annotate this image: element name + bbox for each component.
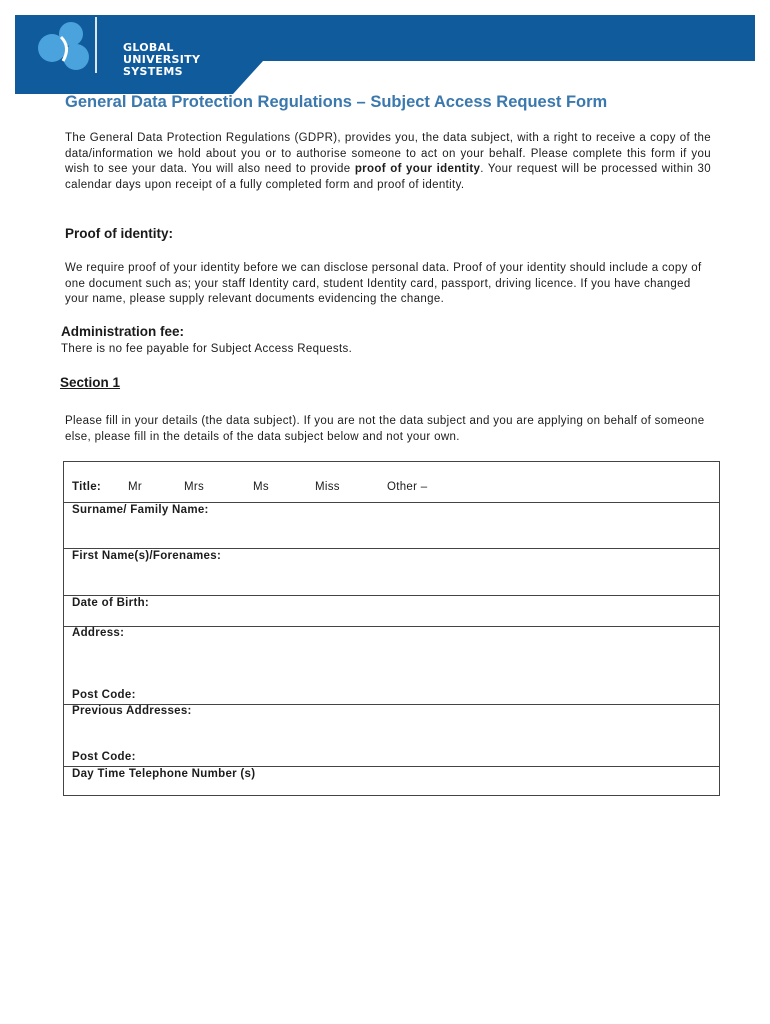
section-1-paragraph: Please fill in your details (the data subject). If you are not the data subject and you are applying on behalf of someone else, please fill in the details of the data subject below and not your own. (65, 415, 705, 443)
brand-name (123, 42, 200, 78)
title-option-other[interactable]: Other – (387, 481, 428, 493)
proof-paragraph: We require proof of your identity before we can disclose personal data. Proof of your identity should include a copy of one document such as; your staff Identity card, student Identity card, passport, driving licence. If you have changed your name, please supply relevant documents evidencing the change. (65, 262, 702, 306)
previous-addresses-row[interactable] (64, 705, 719, 767)
first-name-label: First Name(s)/Forenames: (72, 550, 222, 562)
page-title: General Data Protection Regulations – Subject Access Request Form (65, 93, 608, 111)
title-option-mrs[interactable]: Mrs (184, 481, 205, 493)
header-banner (15, 15, 755, 94)
previous-postcode-label: Post Code: (72, 751, 136, 763)
previous-addresses-label: Previous Addresses: (72, 705, 192, 717)
title-option-miss[interactable]: Miss (315, 481, 340, 493)
brand-line-3: SYSTEMS (123, 65, 183, 78)
admin-paragraph: There is no fee payable for Subject Access Requests. (61, 343, 353, 355)
title-row (64, 462, 719, 503)
section-1-heading: Section 1 (60, 375, 121, 390)
brand-line-1: GLOBAL (123, 41, 174, 54)
phone-row[interactable] (64, 767, 719, 795)
title-label: Title: (72, 481, 102, 493)
subject-details-form (63, 461, 720, 796)
phone-label: Day Time Telephone Number (s) (72, 768, 256, 780)
title-option-ms[interactable]: Ms (253, 481, 269, 493)
intro-text-1: The General Data Protection Regulations (GDPR), provides you, the data subject, with a right to receive a copy of the data/information we hold about you or to authorise someone to act on your behalf. Please complete this form if you wish to see your data. You will also need to provide (65, 132, 711, 176)
title-option-mr[interactable]: Mr (128, 481, 143, 493)
dob-label: Date of Birth: (72, 597, 150, 609)
admin-heading: Administration fee: (61, 324, 185, 339)
proof-heading: Proof of identity: (65, 226, 173, 241)
intro-text-2: . Your request will be processed within 30 calendar days upon receipt of a fully completed form and proof of identity. (65, 163, 711, 191)
address-postcode-label: Post Code: (72, 689, 136, 701)
address-row[interactable] (64, 627, 719, 705)
brand-line-2: UNIVERSITY (123, 53, 201, 66)
dob-row[interactable] (64, 596, 719, 627)
intro-paragraph (65, 131, 711, 193)
first-name-row[interactable] (64, 549, 719, 596)
surname-label: Surname/ Family Name: (72, 504, 209, 516)
address-label: Address: (72, 627, 125, 639)
globe-logo-icon (33, 17, 103, 77)
surname-row[interactable] (64, 502, 719, 549)
intro-bold: proof of your identity (354, 163, 481, 176)
